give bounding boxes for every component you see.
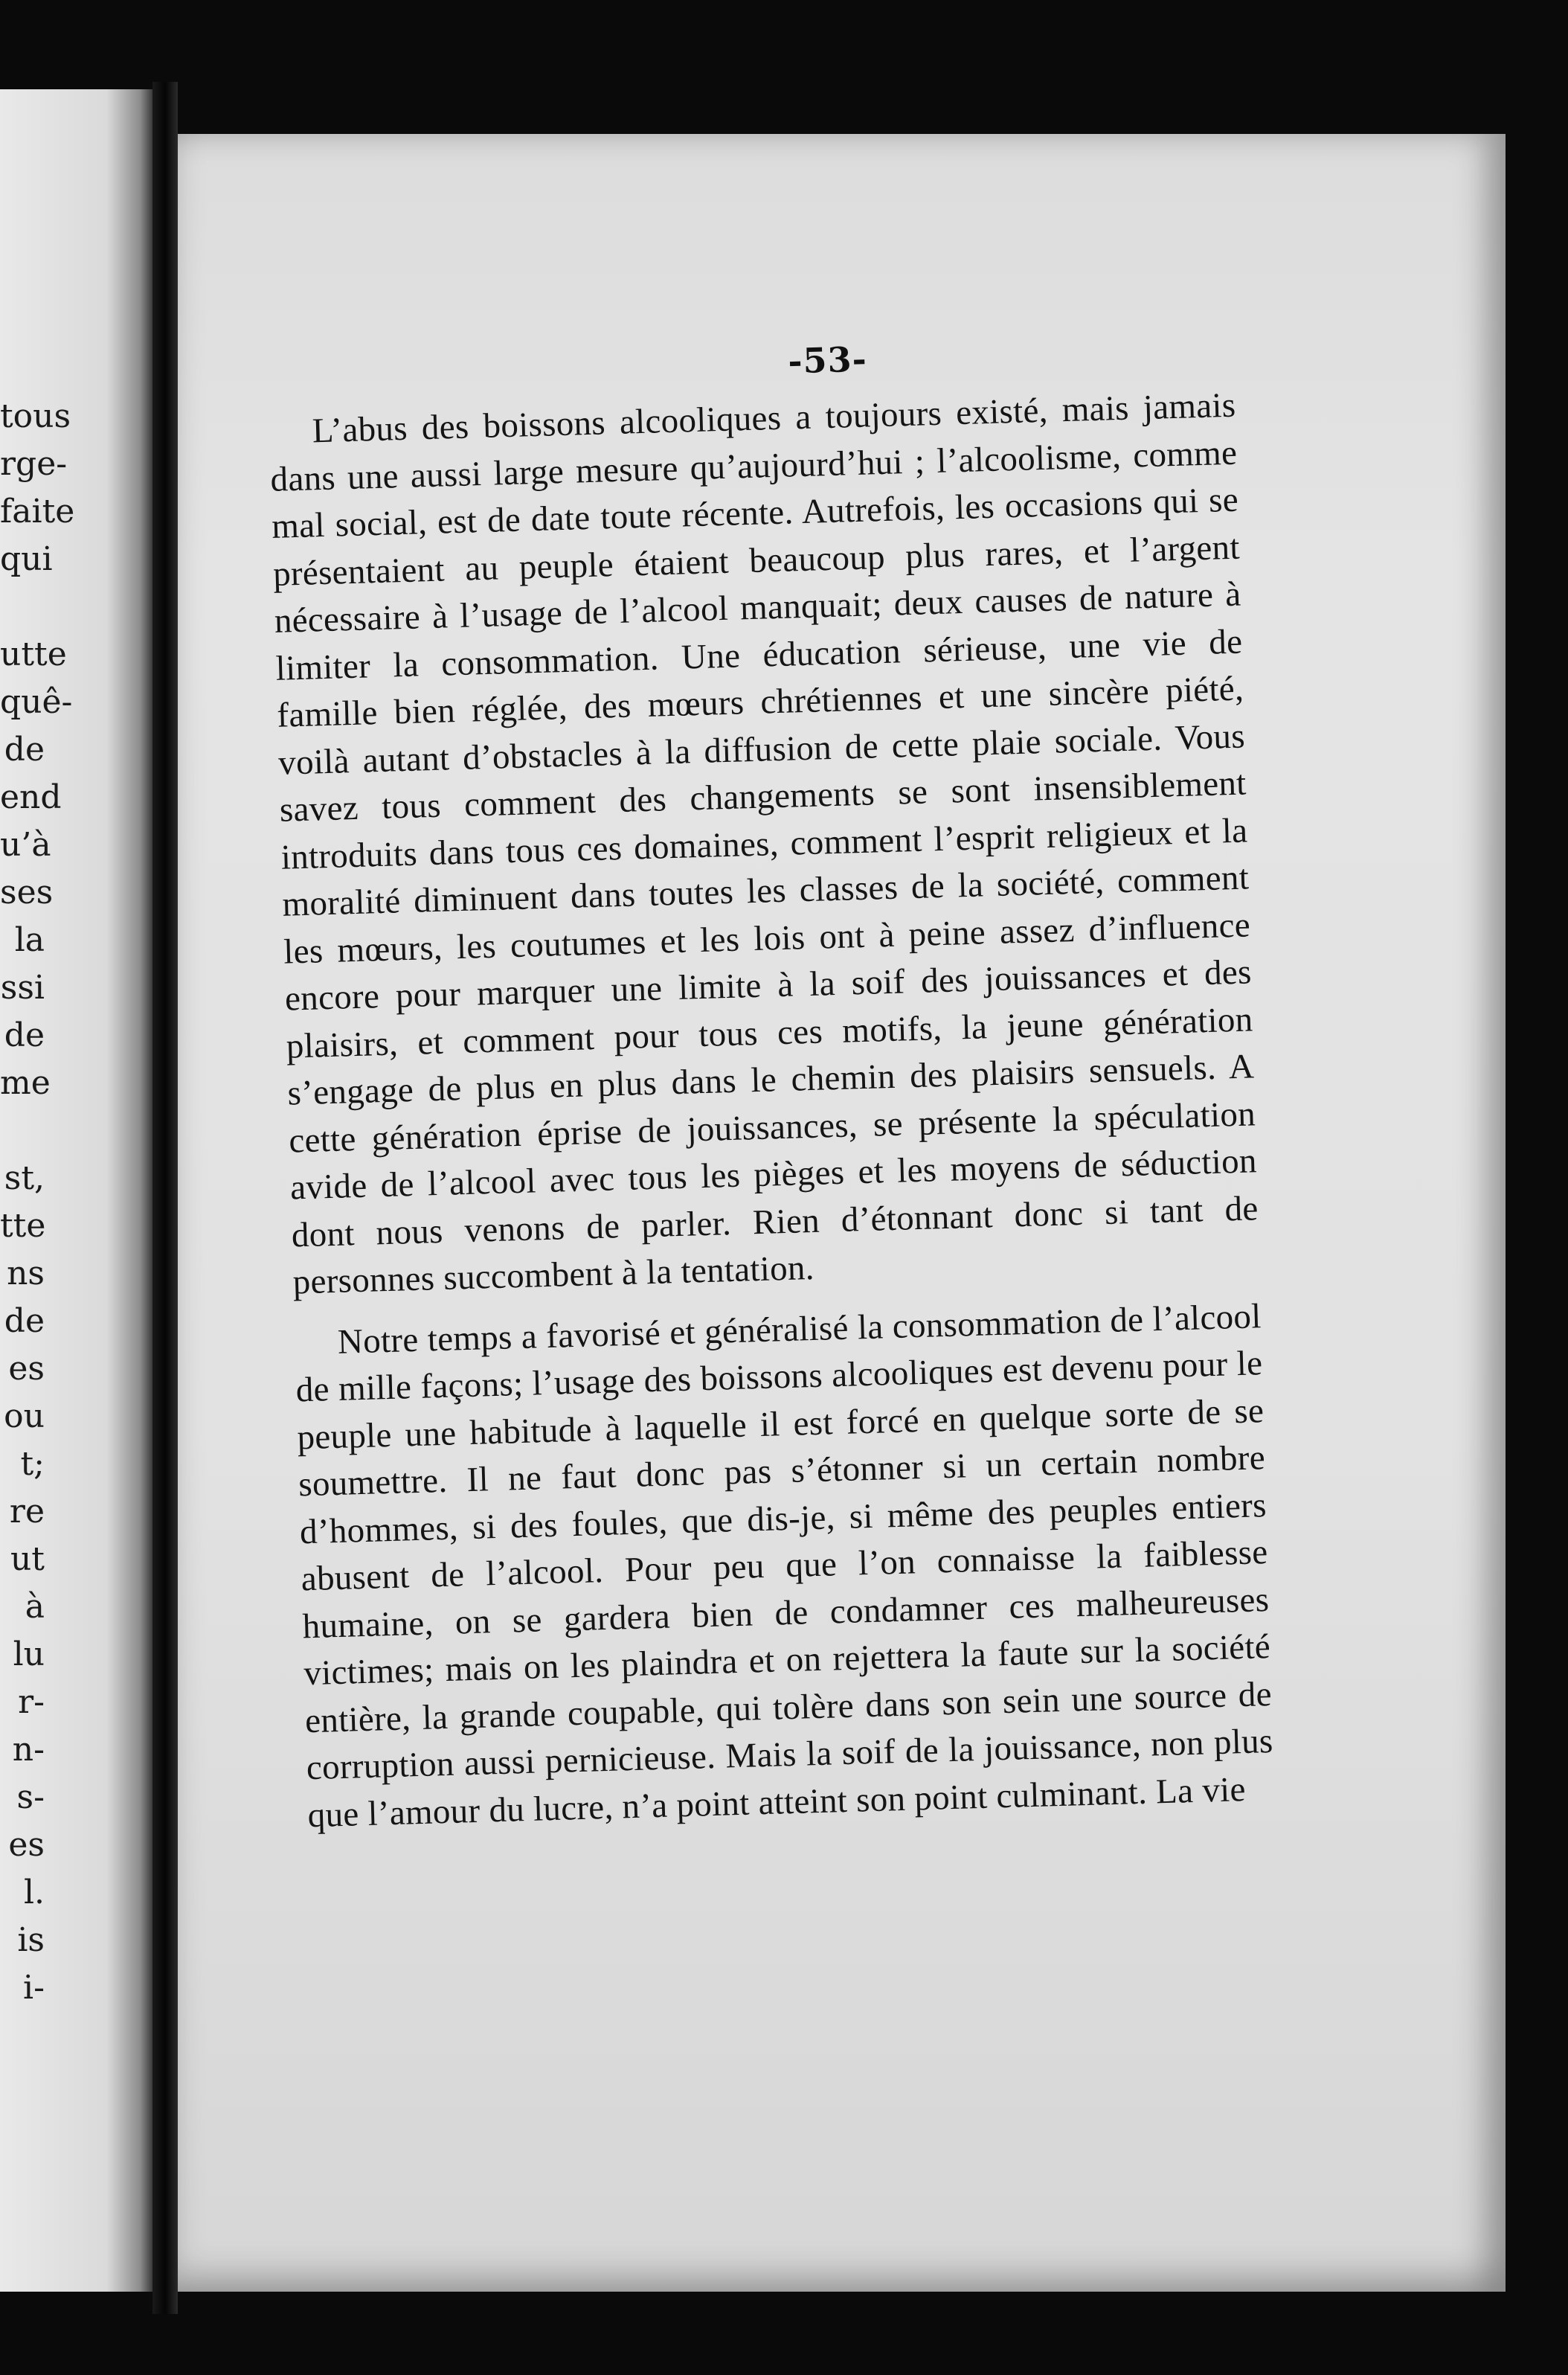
previous-page-fragment: es <box>8 1826 45 1864</box>
previous-page-fragment: re <box>9 1493 45 1531</box>
previous-page-fragment: de <box>4 1302 45 1340</box>
paragraph: L’abus des boissons alcooliques a toujours existé, mais jamais dans une aussi large mesure qu’aujourd’hui ; l’alcoolisme, comme mal social, est de date toute récente. Autrefois, les occasions qui se présentaient au peuple étaient beaucoup plus rares, et l’argent nécessaire à l’usage de l’alcool manquait; deux causes de nature à limiter la consommation. Une éducation sérieuse, une vie de famille bien réglée, des mœurs chrétiennes et une sincère piété, voilà autant d’obstacles à la diffusion de cette plaie sociale. Vous savez tous comment des changements se sont insensiblement introduits dans tous ces domaines, comment l’esprit religieux et la moralité diminuent dans toutes les classes de la société, comment les mœurs, les coutumes et les lois ont à peine assez d’influence encore pour marquer une limite à la soif des jouissances et des plaisirs, et comment pour tous ces motifs, la jeune génération s’engage de plus en plus dans le chemin des plaisirs sensuels. A cette génération éprise de jouissances, se présente la spéculation avide de l’alcool avec tous les pièges et les moyens de séduction dont nous venons de parler. Rien d’étonnant donc si tant de personnes succombent à la tentation. <box>269 385 1259 1302</box>
previous-page-fragment: st, <box>4 1159 45 1197</box>
previous-page-fragment: qui <box>0 540 53 578</box>
previous-page-edge <box>0 89 152 2292</box>
previous-page-fragment: end <box>0 778 62 816</box>
previous-page-fragment: de <box>4 1016 45 1054</box>
text-block <box>267 330 1274 1835</box>
previous-page-fragment: i- <box>23 1969 45 2007</box>
previous-page-fragment: la <box>14 921 45 959</box>
previous-page-fragment: is <box>17 1921 45 1959</box>
previous-page-fragment: utte <box>0 635 67 673</box>
previous-page-fragment: ut <box>10 1540 45 1578</box>
previous-page-fragment: ses <box>0 874 54 911</box>
previous-page-fragment: t; <box>20 1445 45 1483</box>
previous-page-fragment: es <box>8 1350 45 1388</box>
previous-page-fragment: tous <box>0 397 71 435</box>
previous-page-fragment: ns <box>7 1254 45 1292</box>
previous-page-fragment: ou <box>4 1397 45 1435</box>
previous-page-fragment: tte <box>0 1207 46 1245</box>
previous-page-fragment: n- <box>12 1731 45 1769</box>
previous-page-fragment: l. <box>23 1874 45 1911</box>
previous-page-fragment: rge- <box>0 445 68 483</box>
previous-page-fragment <box>0 1107 149 1155</box>
previous-page-fragment: faite <box>0 493 75 531</box>
previous-page-fragment: u’à <box>0 826 51 864</box>
previous-page-fragment: de <box>4 731 45 769</box>
document-page <box>178 134 1506 2292</box>
paragraph: Notre temps a favorisé et généralisé la consommation de l’alcool de mille façons; l’usage des boissons alcooliques est devenu pour le peuple une habitude à laquelle il est forcé en quelque sorte de se soumettre. Il ne faut donc pas s’étonner si un certain nombre d’hommes, si des foules, que dis-je, si même des peuples entiers abusent de l’alcool. Pour peu que l’on connaisse la faiblesse humaine, on se gardera bien de condamner ces malheureuses victimes; mais on les plaindra et on rejettera la faute sur la société entière, la grande coupable, qui tolère dans son sein une source de corruption aussi pernicieuse. Mais la soif de la jouissance, non plus que l’amour du lucre, n’a point atteint son point culminant. La vie <box>295 1296 1274 1835</box>
previous-page-fragment: à <box>25 1588 45 1626</box>
page-number: -53- <box>787 339 868 382</box>
book-gutter <box>152 82 178 2314</box>
previous-page-line-fragments <box>0 393 149 2012</box>
previous-page-fragment: quê- <box>0 683 73 721</box>
previous-page-fragment: me <box>0 1064 51 1102</box>
body-text <box>269 382 1275 1840</box>
previous-page-fragment: lu <box>13 1635 45 1673</box>
previous-page-fragment: s- <box>16 1778 45 1816</box>
previous-page-fragment <box>0 583 149 631</box>
previous-page-fragment: ssi <box>0 969 45 1007</box>
previous-page-fragment: r- <box>18 1683 45 1721</box>
